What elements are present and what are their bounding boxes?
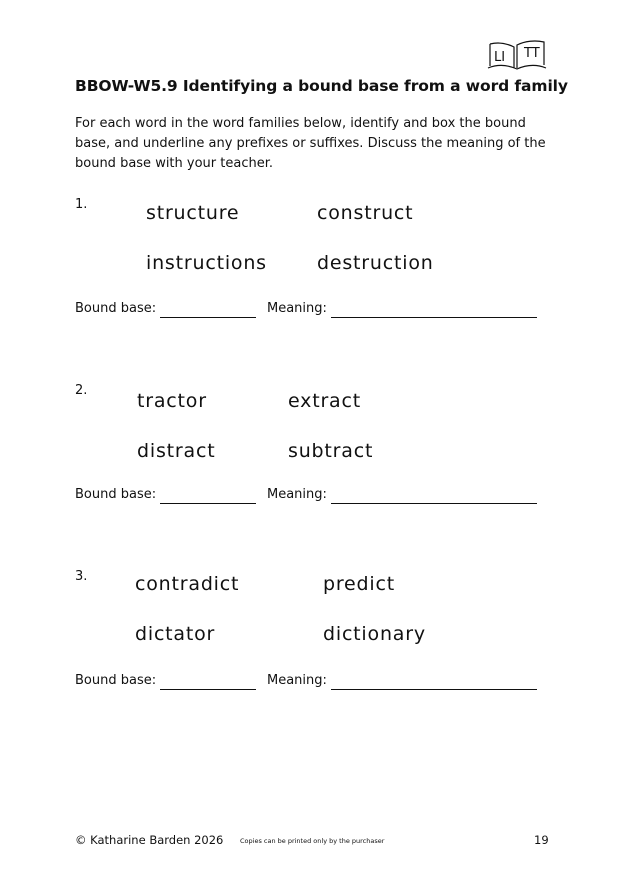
word-item: distract	[137, 440, 216, 462]
exercise-number: 3.	[75, 569, 88, 584]
word-item: instructions	[146, 252, 267, 274]
meaning-label: Meaning:	[267, 673, 327, 688]
exercise-number: 2.	[75, 383, 88, 398]
page-title: BBOW-W5.9 Identifying a bound base from a word family	[75, 77, 568, 95]
meaning-answer-line[interactable]	[331, 689, 537, 690]
word-item: predict	[323, 573, 395, 595]
word-item: subtract	[288, 440, 374, 462]
exercise-2	[0, 383, 619, 513]
exercise-3	[0, 569, 619, 699]
meaning-answer-line[interactable]	[331, 503, 537, 504]
word-item: structure	[146, 202, 240, 224]
word-item: contradict	[135, 573, 240, 595]
logo-text-right: TT	[524, 46, 540, 61]
page-number: 19	[534, 833, 549, 847]
bound-base-answer-line[interactable]	[160, 689, 256, 690]
meaning-label: Meaning:	[267, 487, 327, 502]
bound-base-label: Bound base:	[75, 487, 157, 502]
word-item: construct	[317, 202, 414, 224]
word-item: destruction	[317, 252, 434, 274]
meaning-label: Meaning:	[267, 301, 327, 316]
meaning-answer-line[interactable]	[331, 317, 537, 318]
footer-copies-note: Copies can be printed only by the purchaser	[240, 837, 385, 845]
bound-base-answer-line[interactable]	[160, 503, 256, 504]
bound-base-label: Bound base:	[75, 301, 157, 316]
word-item: dictionary	[323, 623, 426, 645]
logo-text-left: LI	[494, 50, 506, 65]
exercise-number: 1.	[75, 197, 88, 212]
footer-copyright: © Katharine Barden 2026	[75, 833, 224, 847]
litt-logo	[484, 38, 550, 72]
instructions-text: For each word in the word families below, identify and box the bound base, and underline any prefixes or suffixes. Discuss the meaning of the bound base with your teacher.	[75, 116, 546, 171]
word-item: tractor	[137, 390, 207, 412]
bound-base-answer-line[interactable]	[160, 317, 256, 318]
word-item: extract	[288, 390, 361, 412]
open-book-icon	[484, 38, 550, 72]
word-item: dictator	[135, 623, 216, 645]
exercise-1	[0, 197, 619, 327]
bound-base-label: Bound base:	[75, 673, 157, 688]
